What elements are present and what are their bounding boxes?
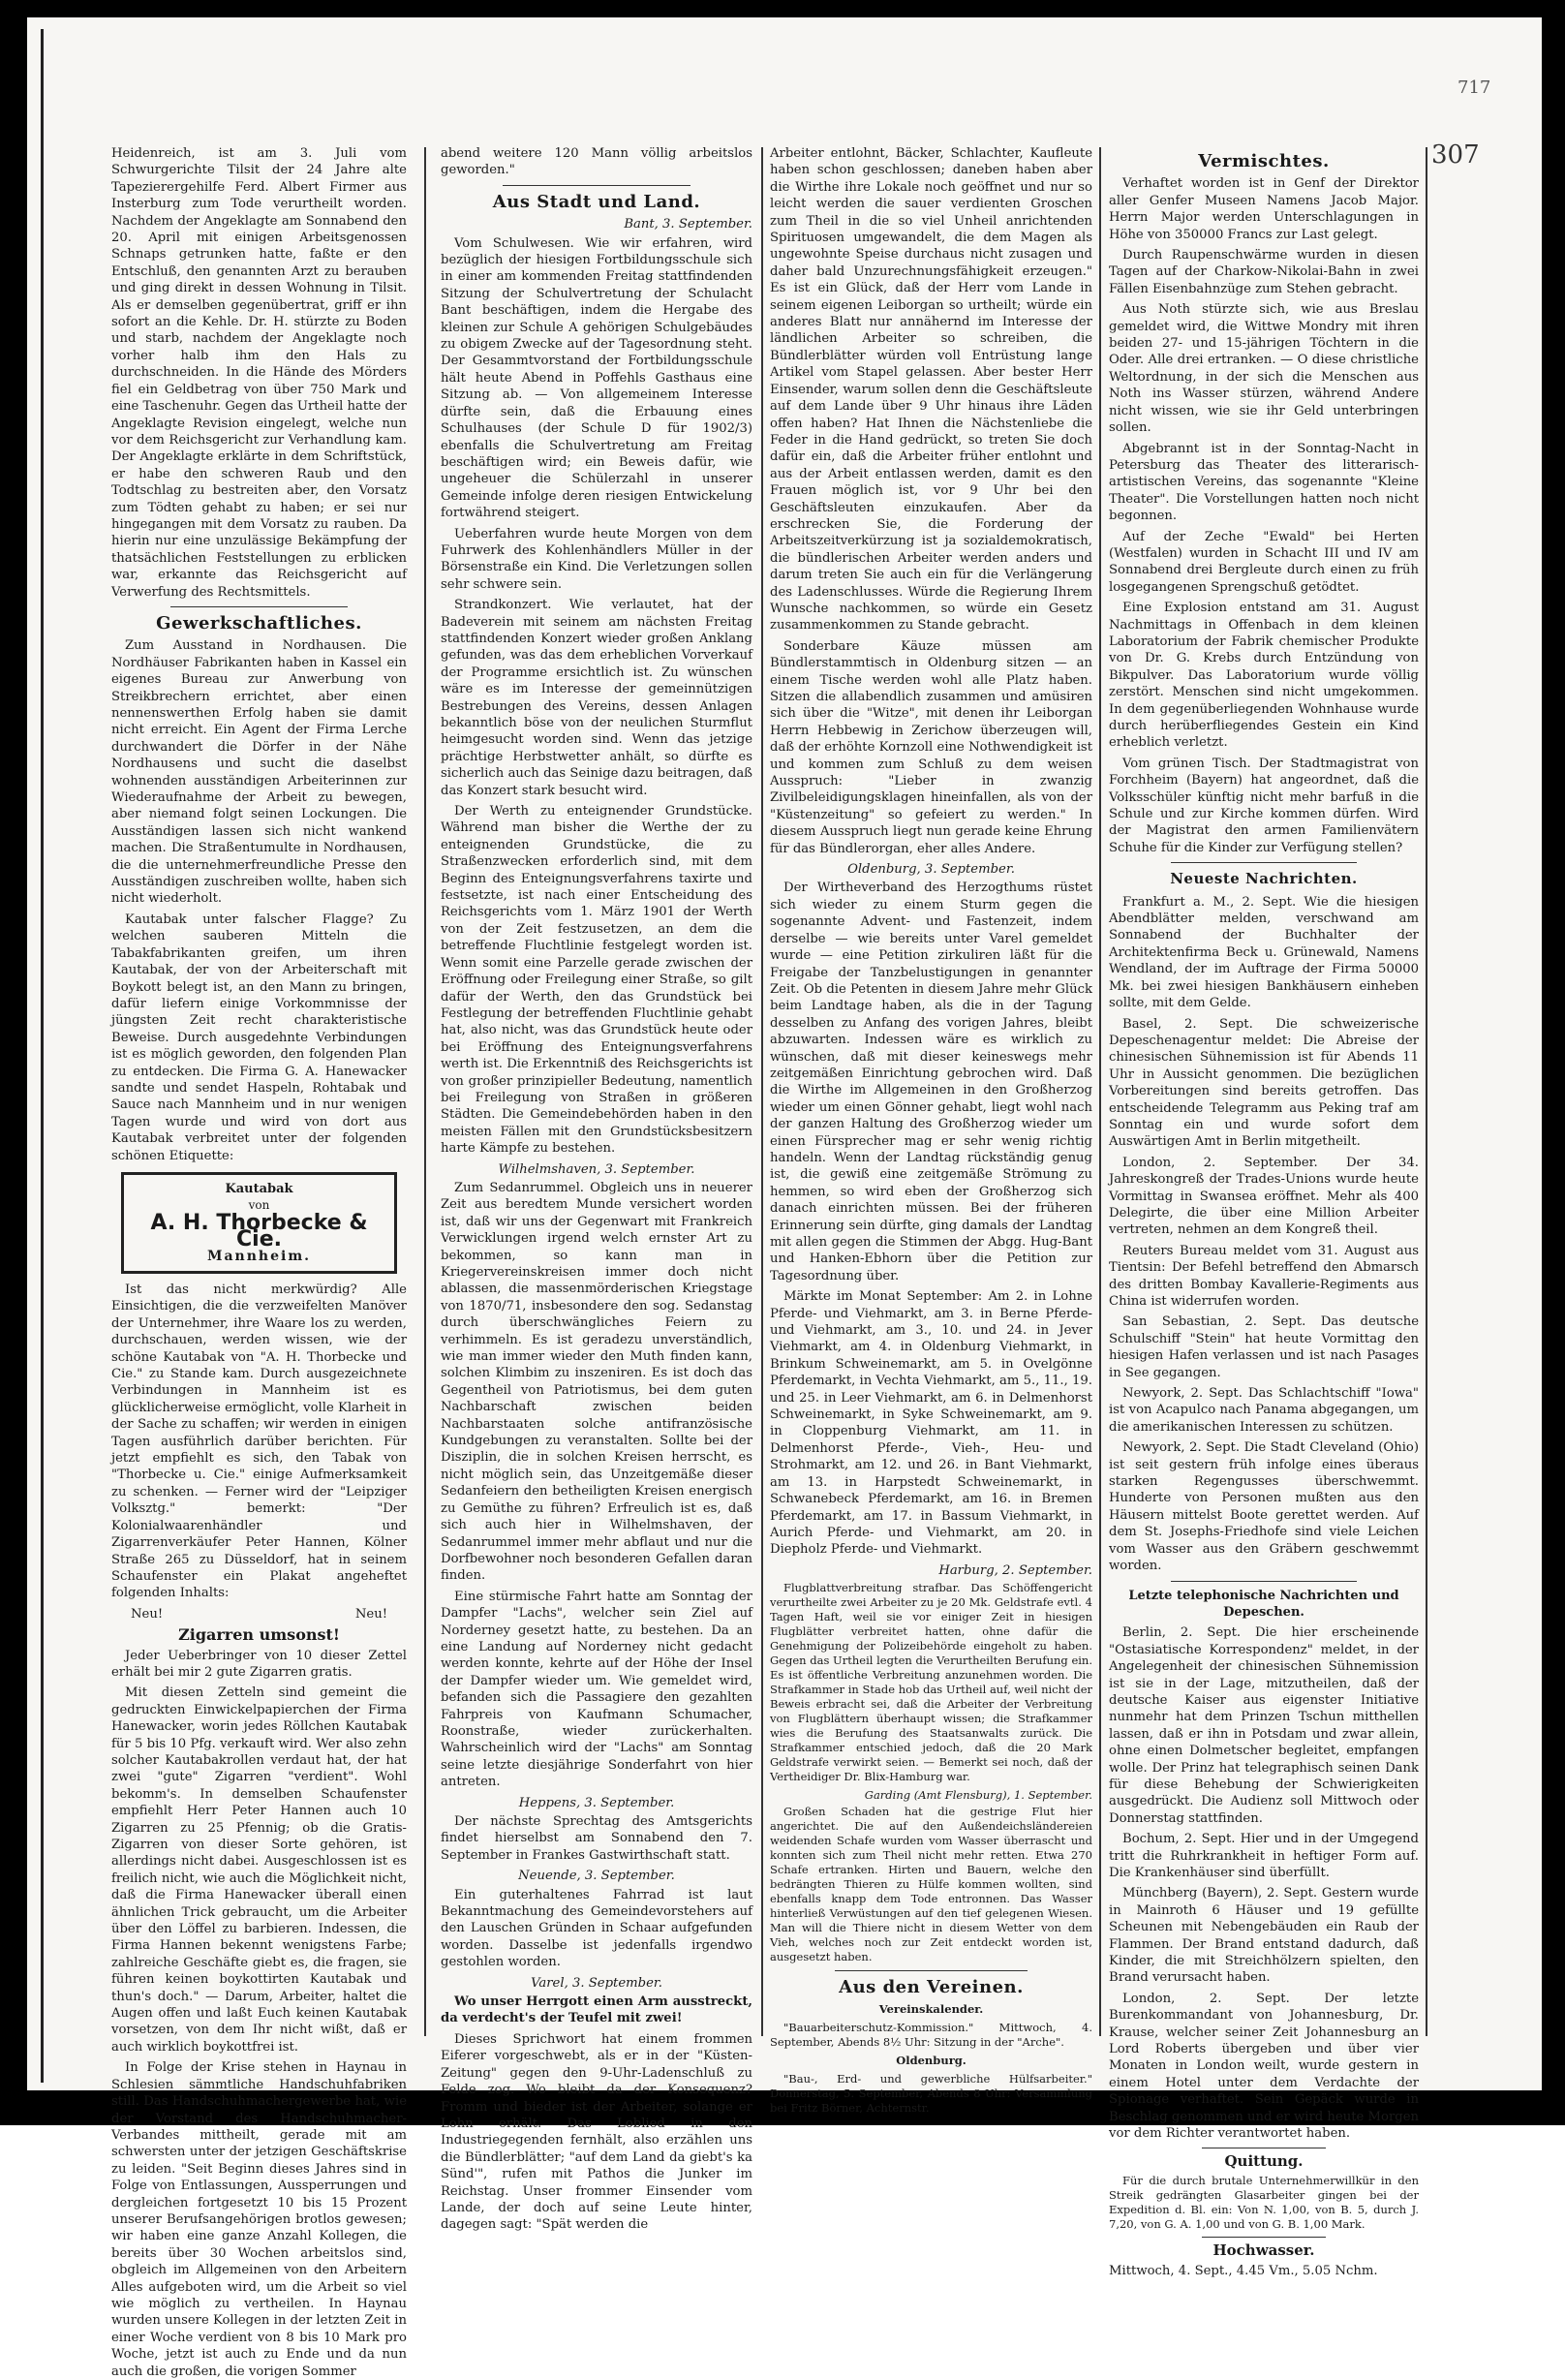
article-paragraph: "Bau-, Erd- und gewerbliche Hülfsarbeiter." Donnerstag, 5. September, Abends 8 Uhr: Versammlung bei Fritz Börner, Achternstr. — [770, 2071, 1092, 2115]
ad-brand: A. H. Thorbecke & Cie. — [150, 1210, 368, 1252]
dateline: Neuende, 3. September. — [518, 1869, 675, 1884]
article-paragraph: Für die durch brutale Unternehmerwillkür in den Streik gedrängten Glasarbeiter gingen bei der Expedition d. Bl. ein: Von N. 1,00, von B. 5, durch J. 7,20, von G. A. 1,00 und von G. B. 1,00 Mark. — [1109, 2173, 1419, 2231]
section-heading-quittung: Quittung. — [1224, 2151, 1304, 2170]
article-paragraph: Münchberg (Bayern), 2. Sept. Gestern wurde in Mainroth 6 Häuser und 19 gefüllte Scheunen mit Nebengebäuden ein Raub der Flammen. Der Brand entstand dadurch, daß Kinder, die mit Streichhölzern spielten, den Brand verursacht haben. — [1109, 1886, 1419, 1986]
article-paragraph: Basel, 2. Sept. Die schweizerische Depeschenagentur meldet: Die Abreise der chinesischen Sühnemission ist für Abends 11 Uhr in Aussicht genommen. Die bezüglichen Vorbereitungen sind bereits getroffen. Das entscheidende Telegramm aus Peking traf am Sonntag ein und wurde sofort dem Auswärtigen Amt in Berlin mitgetheilt. — [1109, 1016, 1419, 1150]
section-heading-neueste-nachrichten: Neueste Nachrichten. — [1170, 870, 1358, 888]
placard-row — [111, 1606, 407, 1623]
article-paragraph: Reuters Bureau meldet vom 31. August aus Tientsin: Der Befehl betreffend den Abmarsch des dritten Bombay Kavallerie-Regiments aus China ist widerrufen worden. — [1109, 1243, 1419, 1309]
article-paragraph: Märkte im Monat September: Am 2. in Lohne Pferde- und Viehmarkt, am 3. in Berne Pferde- und Viehmarkt, am 3., 10. und 24. in Jever Viehmarkt, am 4. in Oldenburg Viehmarkt, in Brinkum Schweinemarkt, am 5. in Ovelgönne Pferdemarkt, in Vechta Viehmarkt, am 5., 11., 19. und 25. in Leer Viehmarkt, am 6. in Delmenhorst Schweinemarkt, in Syke Schweinemarkt, am 9. in Cloppenburg Viehmarkt, am 11. in Delmenhorst Pferde-, Vieh-, Heu- und Strohmarkt, am 12. und 26. in Bant Viehmarkt, am 13. in Harpstedt Schweinemarkt, in Schwanebeck Pferdemarkt, am 16. in Bremen Pferdemarkt, am 17. in Bassum Viehmarkt, in Aurich Pferde- und Viehmarkt, am 20. in Diepholz Pferde- und Viehmarkt. — [770, 1289, 1092, 1558]
column-rule — [1099, 147, 1101, 2036]
section-heading-letzte-nachrichten: Letzte telephonische Nachrichten und Depeschen. — [1128, 1588, 1399, 1620]
article-paragraph: Ueberfahren wurde heute Morgen von dem Fuhrwerk des Kohlenhändlers Müller in der Börsenstraße ein Kind. Die Verletzungen sollen sehr schwere sein. — [441, 526, 752, 592]
column-3 — [770, 145, 1092, 2115]
article-paragraph: Großen Schaden hat die gestrige Flut hier angerichtet. Die auf den Außendeichsländereien weidenden Schafe wurden vom Wasser überrascht und konnten sich zum Theil nicht mehr retten. Etwa 270 Schafe ertranken. Hirten und Bauern, welche den bedrängten Thieren zu Hülfe kommen wollten, sind ebenfalls knapp dem Tode entronnen. Das Wasser hinterließ Verwüstungen auf den tief gelegenen Wiesen. Man will die Thiere nicht in diesem Wetter von dem Vieh, welches noch zur Zeit entdeckt worden ist, ausgesetzt haben. — [770, 1805, 1092, 1964]
article-paragraph: Eine stürmische Fahrt hatte am Sonntag der Dampfer "Lachs", welcher sein Ziel auf Norderney gesetzt hatte, zu bestehen. Da an eine Landung auf Norderney nicht gedacht werden konnte, kehrte auf der Höhe der Insel der Dampfer wieder um. Wie gemeldet wird, befanden sich die Passagiere den gezahlten Fahrpreis von Kaufmann Schumacher, Roonstraße, wieder zurückerhalten. Wahrscheinlich wird der "Lachs" am Sonntag seine letzte diesjährige Sonderfahrt von hier antreten. — [441, 1589, 752, 1790]
article-paragraph: Wo unser Herrgott einen Arm ausstreckt, da verdecht's der Teufel mit zwei! — [441, 1994, 752, 2026]
divider — [1202, 2237, 1326, 2238]
dateline: Oldenburg, 3. September. — [847, 862, 1015, 878]
divider — [503, 185, 690, 186]
column-rule — [1426, 147, 1427, 2036]
article-paragraph: Berlin, 2. Sept. Die hier erscheinende "Ostasiatische Korrespondenz" meldet, in der Angelegenheit der chinesischen Sühnemission ist sie in der Lage, mitzutheilen, daß der deutsche Kaiser aus eigenster Initiative nunmehr hat dem Prinzen Tschun mitthellen lassen, daß er ihn in Potsdam und zwar allein, ohne einen Dolmetscher begleitet, empfangen wolle. Der Prinz hat telegraphisch seinen Dank für diese Behebung der Schwierigkeiten ausgedrückt. Die Audienz soll Mittwoch oder Donnerstag stattfinden. — [1109, 1625, 1419, 1826]
placard-text: Neu! — [354, 1606, 387, 1622]
column-4 — [1109, 145, 1419, 2279]
advertisement-label — [121, 1172, 397, 1274]
article-paragraph: Der Werth zu enteignender Grundstücke. Während man bisher die Werthe der zu enteignenden Grundstücke, die zu Straßenzwecken erforderlich sind, mit dem Beginn des Enteignungsverfahrens taxirte und festsetzte, ist nach einer Entscheidung des Reichsgerichts vom 1. März 1901 der Werth von der Zeit festzusetzen, an dem die betreffende Fluchtlinie festgelegt worden ist. Wenn somit eine Parzelle gerade zwischen der Eröffnung oder Freilegung einer Straße, so gilt dafür der Werth, den das Grundstück bei Festlegung der betreffenden Fluchtlinie gehabt hat, also nicht, was das Grundstück heute oder bei Eröffnung des Enteignungsverfahrens werth ist. Die Erkenntniß des Reichsgerichts ist von großer prinzipieller Bedeutung, namentlich bei Freilegung von Straßen in größeren Städten. Die Gemeindebehörden haben in den meisten Fällen mit den Grundstücksbesitzern harte Kämpfe zu bestehen. — [441, 804, 752, 1157]
article-paragraph: Kautabak unter falscher Flagge? Zu welchen sauberen Mitteln die Tabakfabrikanten greifen, um ihren Kautabak, der von der Arbeiterschaft mit Boykott belegt ist, an den Mann zu bringen, dafür liefern einige Vorkommnisse der jüngsten Zeit recht charakteristische Beweise. Durch ausgedehnte Verbindungen ist es möglich geworden, den folgenden Plan zu entdecken. Die Firma G. A. Hanewacker sandte und sendet Haspeln, Rohtabak und Sauce nach Mannheim und in nur wenigen Tagen wurde und wird von dort aus Kautabak verbreitet unter der folgenden schönen Etiquette: — [111, 912, 407, 1163]
article-paragraph: Dieses Sprichwort hat einem frommen Eiferer vorgeschwebt, als er in der "Küsten-Zeitung" gegen den 9-Uhr-Ladenschluß zu Felde zog. Wo bleibt da der Konsequenz? Fromm und bieder ist der Arbeiter, solange er Lohn erhält. Das Loblied in den Industriegegenden fernhält, also erzählen uns die Bündlerblätter; "auf dem Land da giebt's ka Sünd'", rufen mit Pathos die Junker im Reichstag. Unser frommer Einsender vom Lande, der doch auf seine Leute hinter, dagegen sagt: "Spät werden die — [441, 2031, 752, 2233]
divider — [1171, 1581, 1357, 1582]
article-paragraph: Abgebrannt ist in der Sonntag-Nacht in Petersburg das Theater des litterarisch-artistischen Vereins, das sogenannte "Kleine Theater". Die Vorstellungen hatten noch nicht begonnen. — [1109, 441, 1419, 524]
column-rule — [424, 147, 426, 2036]
section-heading-gewerkschaftliches: Gewerkschaftliches. — [156, 612, 362, 634]
article-paragraph: Mit diesen Zetteln sind gemeint die gedruckten Einwickelpapierchen der Firma Hanewacker, worin jedes Röllchen Kautabak für 5 bis 10 Pfg. verkauft wird. Wer also zehn solcher Kautabakrollen verdaut hat, der hat zwei "gute" Zigarren "verdient". Wohl bekomm's. In demselben Schaufenster empfiehlt Herr Peter Hannen auch 10 Zigarren zu 25 Pfennig; ob die Gratis-Zigarren von dieser Sorte gehören, ist allerdings nicht dabei. Ausgeschlossen ist es freilich nicht, wie auch die Möglichkeit nicht, daß die Firma Hanewacker überall einen ähnlichen Trick gebraucht, um die Arbeiter über den Löffel zu barbieren. Indessen, die Firma Hannen bekennt wenigstens Farbe; zahlreiche Geschäfte giebt es, die fragen, sie führen keinen boykottirten Kautabak und thun's doch." — Darum, Arbeiter, haltet die Augen offen und laßt Euch keinen Kautabak vorsetzen, von dem Ihr nicht wißt, daß er auch wirklich boykottfrei ist. — [111, 1685, 407, 2055]
article-paragraph: Strandkonzert. Wie verlautet, hat der Badeverein mit seinem am nächsten Freitag stattfindenden Konzert wieder großen Anklang gefunden, was das dem erheblichen Vorverkauf der Programme ersichtlich ist. Zu wünschen wäre es im Interesse der gemeinnützigen Bestrebungen des Vereins, dessen Anlagen bekanntlich böse von der neulichen Sturmflut heimgesucht worden sind. Wenn das jetzige prächtige Herbstwetter anhält, so dürfte es sicherlich auch das Seinige dazu beitragen, daß das Konzert stark besucht wird. — [441, 598, 752, 798]
page-top-number: 717 — [1458, 77, 1491, 98]
dateline: Varel, 3. September. — [531, 1975, 662, 1991]
ad-line: von — [248, 1198, 270, 1213]
subheading: Oldenburg. — [896, 2053, 967, 2067]
column-rule — [761, 147, 763, 2036]
scan-border-left — [0, 0, 27, 2125]
ad-city: Mannheim. — [206, 1248, 312, 1264]
article-paragraph: Vom Schulwesen. Wie wir erfahren, wird bezüglich der hiesigen Fortbildungsschule sich in einer am kommenden Freitag stattfindenden Sitzung der Schulvertretung der Schulacht Bant beschäftigen, indem die Hergabe des kleinen zur Schule A gehörigen Schulgebäudes zu obigem Zwecke auf der Tagesordnung steht. Der Gesammtvorstand der Fortbildungsschule hält heute Abend in Poffehls Gasthaus eine Sitzung ab. — Von allgemeinem Interesse dürfte sein, daß die Erbauung eines Schulhauses (der Schule D für 1902/3) ebenfalls die Schulvertretung am Freitag beschäftigen wird; ein Beweis dafür, wie ungeheuer die Schülerzahl in unserer Gemeinde infolge deren riesigen Entwickelung fortwährend steigert. — [441, 235, 752, 521]
article-paragraph: Mittwoch, 4. Sept., 4.45 Vm., 5.05 Nchm. — [1109, 2264, 1378, 2279]
article-paragraph: Der Wirtheverband des Herzogthums rüstet sich wieder zu einem Sturm gegen die sogenannte Advent- und Fastenzeit, indem derselbe — wie bereits unter Varel gemeldet wurde — eine Petition zirkuliren läßt für die Freigabe der Tanzbelustigungen in genannter Zeit. Ob die Petenten in diesem Jahre mehr Glück beim Landtage haben, als die in der Tagung desselben zu Anfang des vorigen Jahres, bleibt abzuwarten. Indessen wäre es wirklich zu wünschen, daß mit dieser keineswegs mehr zeitgemäßen Einrichtung gebrochen wird. Daß die Wirthe im Allgemeinen in den Großherzog wieder um einen Gönner gehabt, liegt wohl nach der ganzen Haltung des Großherzog wieder um einen Fürsprecher mag er sehr wenig richtig handeln. Wenn der Landtag rückständig genug ist, die gewiß eine zeitgemäße Strömung zu hemmen, so wird eben der Großherzog sich danach einrichten müssen. Bei der früheren Erinnerung sein dürfte, ging damals der Landtag mit allen gegen die Stimmen der Abgg. Hug-Bant und Hanken-Ebhorn über die Petition zur Tagesordnung über. — [770, 881, 1092, 1283]
scan-border-right — [1542, 0, 1565, 2125]
article-paragraph: abend weitere 120 Mann völlig arbeitslos geworden." — [441, 146, 752, 178]
dateline: Bant, 3. September. — [624, 217, 752, 232]
divider — [1171, 862, 1357, 863]
article-paragraph: Aus Noth stürzte sich, wie aus Breslau gemeldet wird, die Wittwe Mondry mit ihren beiden 27- und 15-jährigen Töchtern in die Oder. Alle drei ertranken. — O diese christliche Weltordnung, in der sich die Menschen aus Noth ins Wasser stürzen, während Andere nicht wissen, wie sie ihr Geld unterbringen sollen. — [1109, 302, 1419, 436]
dateline: Harburg, 2. September. — [938, 1562, 1092, 1578]
article-paragraph: "Bauarbeiterschutz-Kommission." Mittwoch, 4. September, Abends 8½ Uhr: Sitzung in der "Arche". — [770, 2020, 1092, 2049]
article-paragraph: Ist das nicht merkwürdig? Alle Einsichtigen, die die verzweifelten Manöver der Unternehmer, ihre Waare los zu werden, durchschauen, werden wissen, wie der schöne Kautabak von "A. H. Thorbecke und Cie." zu Stande kam. Durch ausgezeichnete Verbindungen in Mannheim ist es glücklicherweise ermöglicht, volle Klarheit in der Sache zu schaffen; wir werden in einigen Tagen ausführlich darüber berichten. Für jetzt empfiehlt es sich, den Tabak von "Thorbecke u. Cie." einige Aufmerksamkeit zu schenken. — Ferner wird der "Leipziger Volksztg." bemerkt: "Der Kolonialwaarenhändler und Zigarrenverkäufer Peter Hannen, Kölner Straße 265 zu Düsseldorf, hat in seinem Schaufenster ein Plakat angeheftet folgenden Inhalts: — [111, 1283, 407, 1601]
column-1 — [111, 145, 407, 2379]
section-heading-stadt-und-land: Aus Stadt und Land. — [492, 191, 701, 212]
section-heading-vereine: Aus den Vereinen. — [839, 1977, 1024, 1998]
article-paragraph: Newyork, 2. Sept. Die Stadt Cleveland (Ohio) ist seit gestern früh infolge eines überaus starken Regengusses überschwemmt. Hunderte von Personen mußten aus den Häusern mittelst Boote gerettet werden. Auf dem St. Josephs-Friedhofe sind viele Leichen vom Wasser aus den Gräbern geschwemmt worden. — [1109, 1440, 1419, 1574]
article-paragraph: Sonderbare Käuze müssen am Bündlerstammtisch in Oldenburg sitzen — an einem Tische werden wohl alle Platz haben. Sitzen die allabendlich zusammen und amüsiren sich über die "Witze", mit denen ihr Leiborgan Herrn Hebbewig in Zerichow überzeugen will, daß der erhöhte Kornzoll eine Nothwendigkeit ist und kommen zum Schluß zu dem weisen Ausspruch: "Lieber in zwanzig Zivilbeleidigungsklagen hineinfallen, als von der "Küstenzeitung" so gefeiert zu werden." In diesem Ausspruch liegt nun gerade keine Ehrung für das Bündlerorgan, eher alles Andere. — [770, 638, 1092, 856]
article-paragraph: Durch Raupenschwärme wurden in diesen Tagen auf der Charkow-Nikolai-Bahn in zwei Fällen Eisenbahnzüge zum Stehen gebracht. — [1109, 248, 1419, 296]
subheading: Vereinskalender. — [878, 2001, 984, 2016]
dateline: Wilhelmshaven, 3. September. — [498, 1161, 695, 1177]
article-paragraph: Arbeiter entlohnt, Bäcker, Schlachter, Kaufleute haben schon geschlossen; daneben haben aber die Wirthe ihre Lokale noch geöffnet und nur so leicht werden die sauer verdienten Groschen zum Theil in die so viel Unheil anrichtenden Spirituosen umgewandelt, die dem Magen als ungewohnte Speise durchaus nicht zusagen und daher bald Unzurechnungsfähigkeit erzeugen." Es ist ein Glück, daß der Herr vom Lande in seinem eigenen Leiborgan so urtheilt; würde ein anderes Blatt nur annähernd im Interesse der ländlichen Arbeiter so schreiben, die Bündlerblätter würden voll Entrüstung lange Artikel vom Stapel gelassen. Aber bester Herr Einsender, warum sollen denn die Geschäftsleute auf dem Lande über 9 Uhr hinaus ihre Läden offen haben? Hat Ihnen die Nächstenliebe die Feder in die Hand gedrückt, so treten Sie doch dafür ein, daß die Arbeiter früher entlohnt und aus der Arbeit entlassen werden, damit es den Frauen möglich ist, vor 9 Uhr bei den Geschäftsleuten einzukaufen. Aber da erschrecken Sie, die Forderung der Arbeitszeitverkürzung ist ja sozialdemokratisch, die bündlerischen Arbeiter werden anders und darum treten Sie auch ein für die Verlängerung des Ladenschlusses. Würde die Regierung Ihrem Wunsche nachkommen, so würde ein Gesetz zusammenkommen zu Stande gebracht. — [770, 146, 1092, 634]
article-paragraph: In Folge der Krise stehen in Haynau in Schlesien sämmtliche Handschuhfabriken still. Das Handschuhmachergewerbe hat, wie der Vorstand des Handschuhmacher-Verbandes mittheilt, gerade mit am schwersten unter der jetzigen Geschäftskrise zu leiden. "Seit Beginn dieses Jahres sind in Folge von Entlassungen, Aussperrungen und dergleichen fortgesetzt 10 bis 15 Prozent unserer Berufsangehörigen brotlos gewesen; wir haben eine ganze Anzahl Kollegen, die bereits über 30 Wochen arbeitslos sind, obgleich im Allgemeinen von den Arbeitern Alles aufgeboten wird, um die Arbeit so viel wie möglich zu vertheilen. In Haynau wurden unsere Kollegen in der letzten Zeit in einer Woche verdient von 8 bis 10 Mark pro Woche, jetzt ist auch zu Ende und da nun auch die großen, die vorigen Sommer — [111, 2060, 407, 2379]
article-paragraph: Heidenreich, ist am 3. Juli vom Schwurgerichte Tilsit der 24 Jahre alte Tapezierergehilfe Ferd. Albert Firmer aus Insterburg zum Tode verurtheilt worden. Nachdem der Angeklagte am Sonnabend den 20. April mit einigen Arbeitsgenossen Schnaps getrunken hatte, faßte er den Entschluß, den genannten Arzt zu berauben und ging direkt in dessen Wohnung in Tilsit. Als er demselben gegenübertrat, griff er ihn sofort an die Kehle. Dr. H. stürzte zu Boden und starb, nachdem der Angeklagte noch vorher halb ihm den Hals zu durchschneiden. In die Hände des Mörders fiel ein Geldbetrag von über 750 Mark und eine Taschenuhr. Gegen das Urtheil hatte der Angeklagte Revision eingelegt, welche nun vor dem Reichsgericht zur Verhandlung kam. Der Angeklagte erklärte in dem Schriftstück, er habe den schweren Raub und den Todtschlag zu bestreiten aber, den Vorsatz zum Tödten gehabt zu haben; er sei nur hingegangen mit dem Vorsatz zu rauben. Da hierin nur eine unzulässige Bekämpfung der thatsächlichen Feststellungen zu erblicken war, erkannte das Reichsgericht auf Verwerfung des Rechtsmittels. — [111, 146, 407, 600]
article-paragraph: Auf der Zeche "Ewald" bei Herten (Westfalen) wurden in Schacht III und IV am Sonnabend drei Bergleute durch einen zu früh losgegangenen Sprengschuß getödtet. — [1109, 529, 1419, 595]
scan-border-top — [0, 0, 1565, 17]
divider — [835, 1970, 1028, 1971]
article-paragraph: Verhaftet worden ist in Genf der Direktor aller Genfer Museen Namens Jacob Major. Herrn Major werden Unterschlagungen in Höhe von 350000 Francs zur Last gelegt. — [1109, 176, 1419, 242]
article-paragraph: Ein guterhaltenes Fahrrad ist laut Bekanntmachung des Gemeindevorstehers auf den Lauschen Gründen in Schaar aufgefunden worden. Dasselbe ist jedenfalls irgendwo gestohlen worden. — [441, 1887, 752, 1970]
article-paragraph: Frankfurt a. M., 2. Sept. Wie die hiesigen Abendblätter melden, verschwand am Sonnabend der Buchhalter der Architektenfirma Beck u. Grünewald, Namens Wendland, der im Auftrage der Firma 50000 Mk. bei zwei hiesigen Bankhäusern einheben sollte, mit dem Gelde. — [1109, 894, 1419, 1011]
placard-text: Neu! — [131, 1606, 164, 1622]
dateline: Heppens, 3. September. — [518, 1795, 675, 1810]
article-paragraph: Zum Sedanrummel. Obgleich uns in neuerer Zeit aus beredtem Munde versichert worden ist, daß wir uns der Gegenwart mit Frankreich Verwicklungen irgend welch ernster Art zu bekommen, so kann man in Kriegervereinskreisen immer doch nicht ablassen, die massenmörderischen Kriegstage von 1870/71, insbesondere den sog. Sedanstag durch überschwängliches Feiern zu verhimmeln. Es ist geradezu unverständlich, wie man immer wieder den Muth finden kann, solchen Klimbim zu inszeniren. Es ist doch das Gegentheil von Patriotismus, bei dem guten Nachbarschaft zwischen beiden Nachbarstaaten solche antifranzösische Kundgebungen zu veranstalten. Sollte bei der Disziplin, die in solchen Kreisen herrscht, es nicht möglich sein, das Unzeitgemäße dieser Sedanfeiern den betheiligten Kreisen energisch zu Gemüthe zu führen? Erfreulich ist es, daß sich auch hier in Wilhelmshaven, der Sedanrummel immer mehr abflaut und nur die Dorfbewohner noch besonderen Gefallen daran finden. — [441, 1180, 752, 1584]
divider — [170, 606, 348, 607]
article-paragraph: London, 2. Sept. Der letzte Burenkommandant von Johannesburg, Dr. Krause, welcher seiner Zeit Johannesburg an Lord Roberts übergeben und über vier Monaten in London weilt, wurde gestern in einem Hotel unter dem Verdachte der Spionage verhaftet. Sein Gepäck wurde in Beschlag genommen und er wird heute Morgen vor dem Richter verantwortet haben. — [1109, 1991, 1419, 2142]
section-heading-vermischtes: Vermischtes. — [1198, 151, 1330, 171]
column-2 — [441, 145, 752, 2233]
article-paragraph: Newyork, 2. Sept. Das Schlachtschiff "Iowa" ist von Acapulco nach Panama abgegangen, um die amerikanischen Interessen zu schützen. — [1109, 1386, 1419, 1435]
article-paragraph: Bochum, 2. Sept. Hier und in der Umgegend tritt die Ruhrkrankheit in heftiger Form auf. Die Krankenhäuser sind überfüllt. — [1109, 1832, 1419, 1880]
article-paragraph: San Sebastian, 2. Sept. Das deutsche Schulschiff "Stein" hat heute Vormittag den hiesigen Hafen verlassen und ist nach Pasages in See gegangen. — [1109, 1314, 1419, 1380]
placard-text: Jeder Ueberbringer von 10 dieser Zettel erhält bei mir 2 gute Zigarren gratis. — [111, 1648, 407, 1680]
ad-line: Kautabak — [225, 1181, 293, 1196]
previous-page-edge — [27, 29, 44, 2083]
article-paragraph: Vom grünen Tisch. Der Stadtmagistrat von Forchheim (Bayern) hat angeordnet, daß die Volksschüler künftig nicht mehr barfuß in die Schule und zur Kirche kommen dürfen. Wird der Magistrat den armen Familienvätern Schuhe für die Kinder zur Verfügung stellen? — [1109, 756, 1419, 855]
section-heading-hochwasser: Hochwasser. — [1212, 2241, 1315, 2259]
article-paragraph: Eine Explosion entstand am 31. August Nachmittags in Offenbach in dem kleinen Laboratorium der Fabrik chemischer Produkte von Dr. G. Krebs durch Entzündung von Bikpulver. Das Laboratorium wurde völlig zerstört. Menschen sind nicht umgekommen. In dem gegenüberliegenden Wohnhause wurde durch herüberfliegendes Gestein ein Kind erheblich verletzt. — [1109, 601, 1419, 751]
article-paragraph: Der nächste Sprechtag des Amtsgerichts findet hierselbst am Sonnabend den 7. September in Frankes Gastwirthschaft statt. — [441, 1814, 752, 1863]
article-paragraph: Flugblattverbreitung strafbar. Das Schöffengericht verurtheilte zwei Arbeiter zu je 20 Mk. Geldstrafe evtl. 4 Tagen Haft, weil sie vor einiger Zeit in hiesigen Flugblätter verbreitet hatten, ohne dafür die Genehmigung der Polizeibehörde eingeholt zu haben. Gegen das Urtheil legten die Verurtheilten Berufung ein. Es ist öffentliche Verbreitung anzunehmen worden. Die Strafkammer in Stade hob das Urtheil auf, weil nicht der Beweis erbracht sei, daß die Arbeiter der Verbreitung von Flugblättern überhaupt wissen; die Strafkammer wies die Berufung des Staatsanwalts zurück. Die Strafkammer entschied jedoch, daß die 20 Mark Geldstrafe verwirkt seien. — Bemerkt sei noch, daß der Vertheidiger Dr. Blix-Hamburg war. — [770, 1581, 1092, 1784]
article-paragraph: Zum Ausstand in Nordhausen. Die Nordhäuser Fabrikanten haben in Kassel ein eigenes Bureau zur Anwerbung von Streikbrechern errichtet, aber einen nennenswerthen Erfolg haben sie damit nicht erreicht. Ein Agent der Firma Lerche durchwandert die Dörfer in der Nähe Nordhausens und sucht die daselbst wohnenden ausständigen Arbeiterinnen zur Wiederaufnahme der Arbeit zu bewegen, aber niemand folgt seinen Lockungen. Die Ausständigen lassen sich nicht wankend machen. Die Straßentumulte in Nordhausen, die die unternehmerfreundliche Presse den Ausständigen zuschreiben wollte, haben sich nicht wiederholt. — [111, 638, 407, 907]
placard-heading: Zigarren umsonst! — [178, 1625, 340, 1645]
page-number: 307 — [1431, 140, 1480, 170]
article-paragraph: London, 2. September. Der 34. Jahreskongreß der Trades-Unions wurde heute Vormittag in Swansea eröffnet. Mehr als 400 Delegirte, die über eine Million Arbeiter vertreten, nehmen an dem Kongreß theil. — [1109, 1155, 1419, 1238]
dateline: Garding (Amt Flensburg), 1. September. — [864, 1788, 1092, 1803]
